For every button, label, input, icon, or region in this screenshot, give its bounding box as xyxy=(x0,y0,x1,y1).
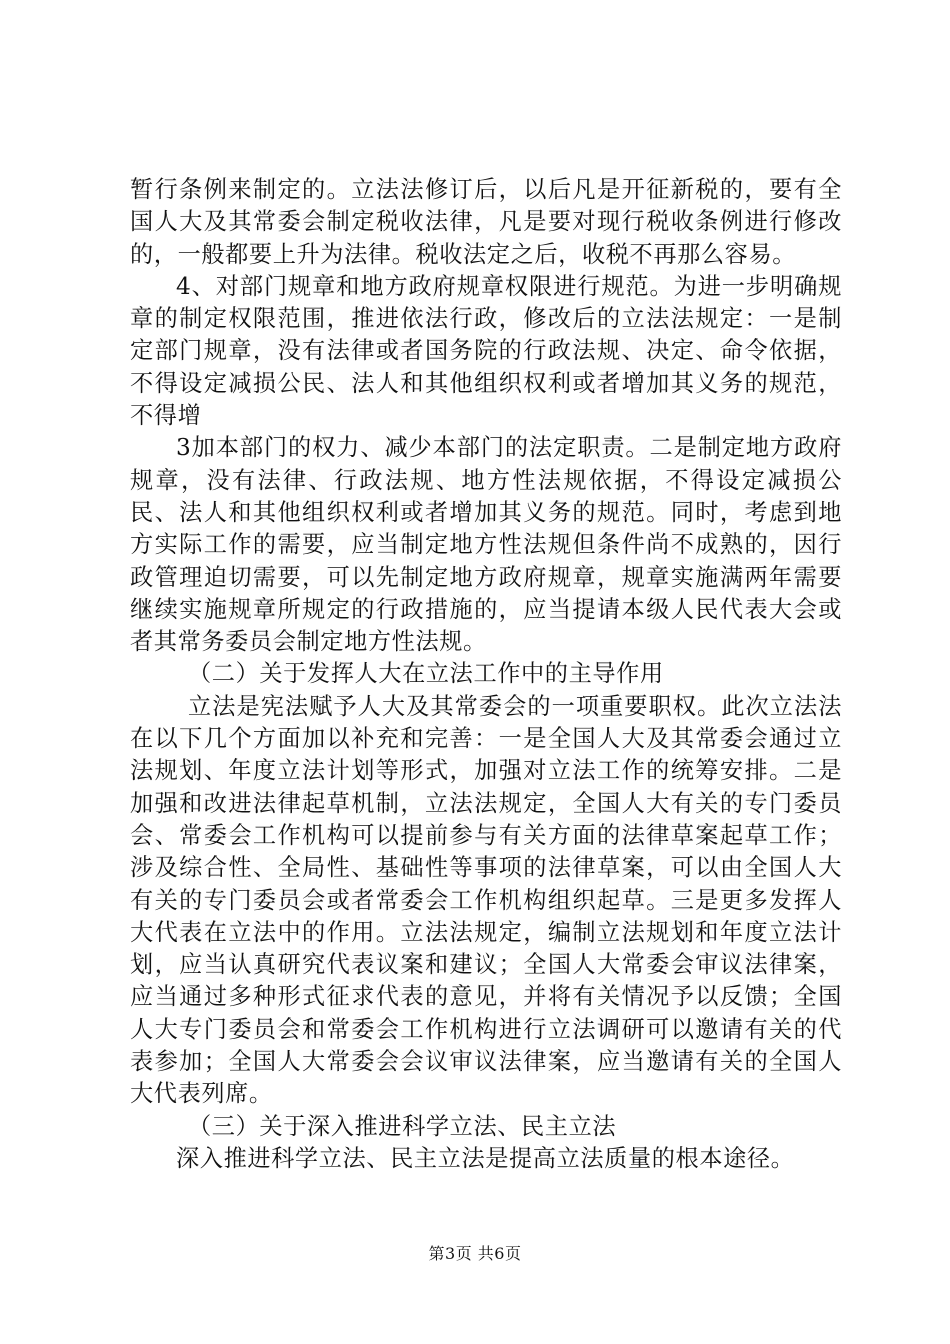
paragraph-npc-legislative-power: 立法是宪法赋予人大及其常委会的一项重要职权。此次立法法在以下几个方面加以补充和完善：一是全国人大及其常委会通过立法规划、年度立法计划等形式，加强对立法工作的统筹安排。二是加强和改进法律起草机制，立法法规定，全国人大有关的专门委员会、常委会工作机构可以提前参与有关方面的法律草案起草工作；涉及综合性、全局性、基础性等事项的法律草案，可以由全国人大有关的专门委员会或者常委会工作机构组织起草。三是更多发挥人大代表在立法中的作用。立法法规定，编制立法规划和年度立法计划，应当认真研究代表议案和建议；全国人大常委会审议法律案，应当通过多种形式征求代表的意见，并将有关情况予以反馈；全国人大专门委员会和常委会工作机构进行立法调研可以邀请有关的代表参加；全国人大常委会会议审议法律案，应当邀请有关的全国人大代表列席。 xyxy=(130,692,842,1108)
paragraph-regulation-limits: 4、对部门规章和地方政府规章权限进行规范。为进一步明确规章的制定权限范围，推进依法行政，修改后的立法法规定：一是制定部门规章，没有法律或者国务院的行政法规、决定、命令依据，不得设定减损公民、法人和其他组织权利或者增加其义务的规范，不得增 xyxy=(130,272,842,430)
document-body xyxy=(130,174,842,1175)
paragraph-local-regulations: 3加本部门的权力、减少本部门的法定职责。二是制定地方政府规章，没有法律、行政法规、地方性法规依据，不得设定减损公民、法人和其他组织权利或者增加其义务的规范。同时，考虑到地方实际工作的需要，应当制定地方性法规但条件尚不成熟的，因行政管理迫切需要，可以先制定地方政府规章，规章实施满两年需要继续实施规章所规定的行政措施的，应当提请本级人民代表大会或者其常务委员会制定地方性法规。 xyxy=(130,434,842,656)
paragraph-legislation-quality: 深入推进科学立法、民主立法是提高立法质量的根本途径。 xyxy=(176,1144,795,1172)
section-heading-scientific-democratic-legislation: （三）关于深入推进科学立法、民主立法 xyxy=(188,1112,617,1140)
section-heading-npc-leading-role: （二）关于发挥人大在立法工作中的主导作用 xyxy=(188,660,664,688)
page-number-footer: 第3页 共6页 xyxy=(428,1244,522,1263)
paragraph-continuation: 暂行条例来制定的。立法法修订后，以后凡是开征新税的，要有全国人大及其常委会制定税收法律，凡是要对现行税收条例进行修改的，一般都要上升为法律。税收法定之后，收税不再那么容易。 xyxy=(130,176,842,268)
